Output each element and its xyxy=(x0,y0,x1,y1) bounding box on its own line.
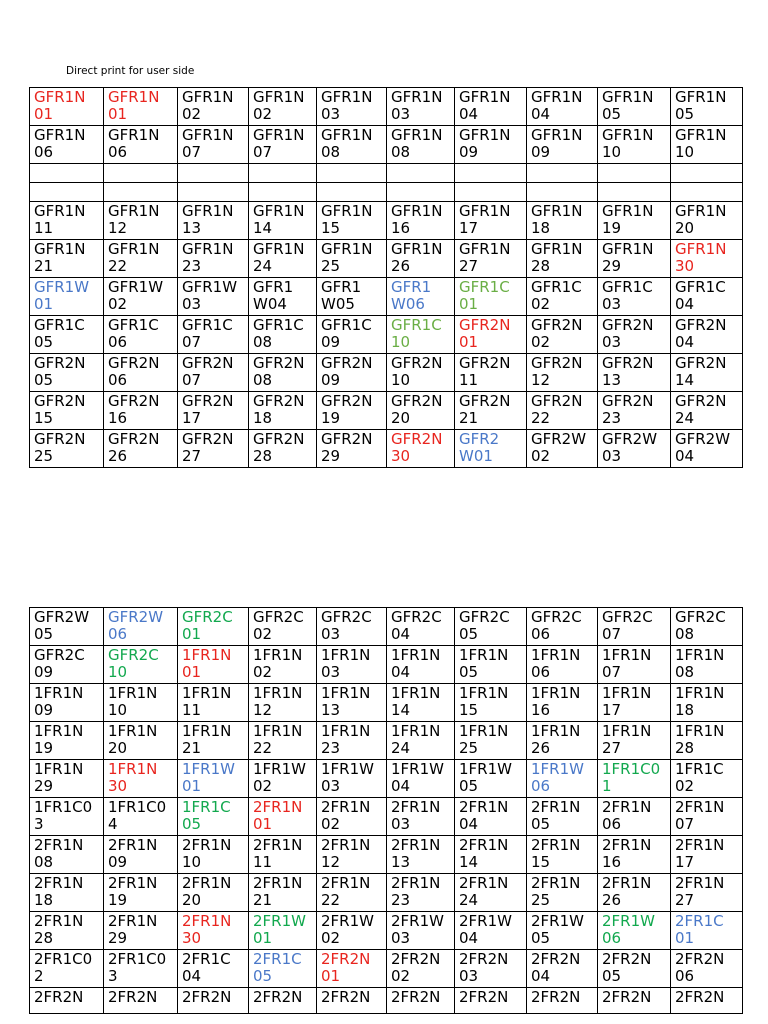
table-cell: GFR2N 10 xyxy=(387,354,455,392)
table-cell: 2FR2N 05 xyxy=(598,950,671,988)
table-cell: GFR1N 02 xyxy=(178,88,249,126)
table-cell: 2FR2N xyxy=(455,988,527,1014)
table-cell: 2FR1N 27 xyxy=(671,874,743,912)
table-row xyxy=(30,874,743,912)
table-row xyxy=(30,988,743,1014)
table-cell: GFR1N 01 xyxy=(104,88,178,126)
table-cell: GFR1N 06 xyxy=(30,126,104,164)
table-row xyxy=(30,88,743,126)
table-cell: GFR2N 17 xyxy=(178,392,249,430)
table-cell: 2FR2N xyxy=(598,988,671,1014)
table-cell: GFR1 W06 xyxy=(387,278,455,316)
table-cell: GFR2N 01 xyxy=(455,316,527,354)
table-cell: GFR1N 23 xyxy=(178,240,249,278)
table-cell: 2FR2N xyxy=(527,988,598,1014)
table-cell: GFR1C 02 xyxy=(527,278,598,316)
table-cell: 2FR1N 22 xyxy=(317,874,387,912)
table-row xyxy=(30,316,743,354)
table-cell: 2FR2N 02 xyxy=(387,950,455,988)
table-cell: 2FR2N xyxy=(671,988,743,1014)
table-cell xyxy=(455,164,527,183)
table-cell: 1FR1N 02 xyxy=(249,646,317,684)
table-cell xyxy=(104,183,178,202)
table-cell: GFR2N 02 xyxy=(527,316,598,354)
table-cell: GFR2N 14 xyxy=(671,354,743,392)
table-row xyxy=(30,646,743,684)
table-cell: GFR1N 27 xyxy=(455,240,527,278)
table-cell xyxy=(178,164,249,183)
table-row xyxy=(30,950,743,988)
table-cell: GFR1N 09 xyxy=(455,126,527,164)
table-cell: GFR1N 26 xyxy=(387,240,455,278)
table-cell: GFR2W 06 xyxy=(104,608,178,646)
table-cell: 2FR1N 05 xyxy=(527,798,598,836)
table-cell xyxy=(249,164,317,183)
table-cell: GFR2C 10 xyxy=(104,646,178,684)
table-cell: GFR2N 25 xyxy=(30,430,104,468)
table-cell: 1FR1N 24 xyxy=(387,722,455,760)
table-cell: GFR2C 04 xyxy=(387,608,455,646)
table-cell: GFR2C 05 xyxy=(455,608,527,646)
table-cell: GFR1N 03 xyxy=(317,88,387,126)
table-row xyxy=(30,684,743,722)
table-row xyxy=(30,798,743,836)
table-cell: GFR1N 21 xyxy=(30,240,104,278)
table-cell: GFR1C 07 xyxy=(178,316,249,354)
table-row xyxy=(30,722,743,760)
table-row xyxy=(30,202,743,240)
table-cell: GFR2N 09 xyxy=(317,354,387,392)
table-cell: 2FR2N 01 xyxy=(317,950,387,988)
table-cell: 2FR1N 26 xyxy=(598,874,671,912)
table-cell: 2FR1C 01 xyxy=(671,912,743,950)
table-cell: 1FR1N 30 xyxy=(104,760,178,798)
table-cell: GFR1N 03 xyxy=(387,88,455,126)
table-cell: GFR2N 21 xyxy=(455,392,527,430)
table-cell: 1FR1W 01 xyxy=(178,760,249,798)
table-cell: 1FR1N 27 xyxy=(598,722,671,760)
table-cell: GFR2C 07 xyxy=(598,608,671,646)
table-cell: 1FR1C 02 xyxy=(671,760,743,798)
table-cell: 1FR1N 11 xyxy=(178,684,249,722)
table-cell: GFR2N 15 xyxy=(30,392,104,430)
table-cell: 1FR1N 22 xyxy=(249,722,317,760)
table-cell: 2FR1N 09 xyxy=(104,836,178,874)
table-cell: GFR1N 05 xyxy=(671,88,743,126)
table-cell: 2FR1N 11 xyxy=(249,836,317,874)
table-cell: 1FR1W 06 xyxy=(527,760,598,798)
table-cell: GFR2N 22 xyxy=(527,392,598,430)
table-cell: 2FR2N xyxy=(30,988,104,1014)
table-row xyxy=(30,240,743,278)
table-cell: 2FR2N xyxy=(249,988,317,1014)
table-cell: 1FR1N 09 xyxy=(30,684,104,722)
label-table-1 xyxy=(29,87,743,468)
table-cell: 2FR1N 03 xyxy=(387,798,455,836)
table-cell: 2FR1C 05 xyxy=(249,950,317,988)
table-cell: GFR1N 10 xyxy=(598,126,671,164)
table-cell: 2FR1N 24 xyxy=(455,874,527,912)
table-cell: GFR1C 01 xyxy=(455,278,527,316)
table-cell: GFR2N 08 xyxy=(249,354,317,392)
table-cell: 1FR1C0 1 xyxy=(598,760,671,798)
table-cell: 1FR1N 03 xyxy=(317,646,387,684)
table-cell: GFR2N 16 xyxy=(104,392,178,430)
table-cell: GFR2N 18 xyxy=(249,392,317,430)
table-cell: GFR1W 02 xyxy=(104,278,178,316)
table-cell: GFR1N 05 xyxy=(598,88,671,126)
table-cell: 2FR1N 23 xyxy=(387,874,455,912)
table-row xyxy=(30,164,743,183)
table-cell: GFR2C 08 xyxy=(671,608,743,646)
table-cell: GFR2W 05 xyxy=(30,608,104,646)
table-cell: GFR2N 06 xyxy=(104,354,178,392)
table-cell xyxy=(671,164,743,183)
table-cell xyxy=(527,183,598,202)
table-cell: 2FR1C0 3 xyxy=(104,950,178,988)
table-cell: GFR2W 04 xyxy=(671,430,743,468)
table-cell: 2FR1N 21 xyxy=(249,874,317,912)
table-cell: GFR2N 23 xyxy=(598,392,671,430)
table-cell xyxy=(104,164,178,183)
table-cell: GFR1N 29 xyxy=(598,240,671,278)
table-cell: GFR1N 11 xyxy=(30,202,104,240)
table-cell: 2FR1N 04 xyxy=(455,798,527,836)
table-cell: 2FR1W 02 xyxy=(317,912,387,950)
table-cell: GFR1N 04 xyxy=(527,88,598,126)
table-row xyxy=(30,354,743,392)
table-cell xyxy=(527,164,598,183)
table-cell: 2FR1W 01 xyxy=(249,912,317,950)
table-cell: 2FR1N 08 xyxy=(30,836,104,874)
table-cell: 1FR1C0 3 xyxy=(30,798,104,836)
table-cell: GFR1N 07 xyxy=(249,126,317,164)
table-cell: GFR1N 08 xyxy=(387,126,455,164)
table-cell: GFR2N 03 xyxy=(598,316,671,354)
table-cell: GFR1W 01 xyxy=(30,278,104,316)
table-cell: 2FR2N xyxy=(387,988,455,1014)
table-cell: 2FR2N 06 xyxy=(671,950,743,988)
table-cell: 1FR1N 01 xyxy=(178,646,249,684)
table-cell: 2FR1N 28 xyxy=(30,912,104,950)
table-cell: 2FR1N 15 xyxy=(527,836,598,874)
table-cell: GFR1N 16 xyxy=(387,202,455,240)
table-cell: GFR1N 15 xyxy=(317,202,387,240)
table-cell: 2FR1N 30 xyxy=(178,912,249,950)
table-cell: GFR2N 27 xyxy=(178,430,249,468)
table-cell: 1FR1N 04 xyxy=(387,646,455,684)
table-cell: GFR1C 09 xyxy=(317,316,387,354)
table-cell: 1FR1N 05 xyxy=(455,646,527,684)
table-cell: GFR1N 18 xyxy=(527,202,598,240)
table-cell: GFR2N 20 xyxy=(387,392,455,430)
table-row xyxy=(30,836,743,874)
table-cell: 2FR2N 04 xyxy=(527,950,598,988)
table-cell: GFR1C 08 xyxy=(249,316,317,354)
table-cell: 1FR1N 23 xyxy=(317,722,387,760)
table-cell: 2FR1N 20 xyxy=(178,874,249,912)
table-cell: 1FR1N 19 xyxy=(30,722,104,760)
table-cell: GFR1C 05 xyxy=(30,316,104,354)
label-table-2 xyxy=(29,607,743,1014)
table-cell xyxy=(671,183,743,202)
table-row xyxy=(30,430,743,468)
table-cell: GFR1N 07 xyxy=(178,126,249,164)
table-cell: 1FR1W 04 xyxy=(387,760,455,798)
table-cell: GFR1N 06 xyxy=(104,126,178,164)
table-cell: GFR1N 12 xyxy=(104,202,178,240)
table-cell: 1FR1W 05 xyxy=(455,760,527,798)
table-cell xyxy=(30,183,104,202)
table-cell: GFR1N 09 xyxy=(527,126,598,164)
table-cell: 2FR2N xyxy=(104,988,178,1014)
table-row xyxy=(30,760,743,798)
table-cell: GFR1N 19 xyxy=(598,202,671,240)
table-cell: GFR1N 08 xyxy=(317,126,387,164)
table-row xyxy=(30,183,743,202)
table-cell: GFR2N 12 xyxy=(527,354,598,392)
table-cell: 2FR1N 07 xyxy=(671,798,743,836)
table-cell: GFR2N 26 xyxy=(104,430,178,468)
table-cell: GFR1N 28 xyxy=(527,240,598,278)
table-cell: GFR1N 25 xyxy=(317,240,387,278)
page-note: Direct print for user side xyxy=(66,65,195,77)
table-cell: GFR1N 20 xyxy=(671,202,743,240)
table-cell: 2FR1N 29 xyxy=(104,912,178,950)
table-cell: 2FR1N 13 xyxy=(387,836,455,874)
table-cell: 1FR1N 14 xyxy=(387,684,455,722)
table-cell: 1FR1C0 4 xyxy=(104,798,178,836)
table-row xyxy=(30,126,743,164)
table-cell: GFR1C 10 xyxy=(387,316,455,354)
table-cell: 2FR1N 06 xyxy=(598,798,671,836)
table-row xyxy=(30,278,743,316)
table-cell: 1FR1N 12 xyxy=(249,684,317,722)
table-cell: 2FR1W 03 xyxy=(387,912,455,950)
table-cell: GFR2N 29 xyxy=(317,430,387,468)
table-cell: GFR2W 03 xyxy=(598,430,671,468)
table-cell: GFR2C 02 xyxy=(249,608,317,646)
table-cell: 1FR1N 18 xyxy=(671,684,743,722)
table-cell: 2FR1N 10 xyxy=(178,836,249,874)
table-cell: 2FR1N 16 xyxy=(598,836,671,874)
table-cell: 1FR1N 15 xyxy=(455,684,527,722)
table-cell: GFR2N 24 xyxy=(671,392,743,430)
table-cell: 1FR1C 05 xyxy=(178,798,249,836)
table-cell: GFR2N 05 xyxy=(30,354,104,392)
table-cell: GFR1N 17 xyxy=(455,202,527,240)
table-cell: 2FR2N 03 xyxy=(455,950,527,988)
table-cell xyxy=(30,164,104,183)
table-cell: 1FR1W 02 xyxy=(249,760,317,798)
table-cell: GFR1N 10 xyxy=(671,126,743,164)
table-cell: GFR1W 03 xyxy=(178,278,249,316)
table-cell xyxy=(455,183,527,202)
table-cell: 2FR1W 05 xyxy=(527,912,598,950)
table-cell: GFR1C 04 xyxy=(671,278,743,316)
table-cell: GFR1N 24 xyxy=(249,240,317,278)
table-cell: GFR1N 22 xyxy=(104,240,178,278)
table-cell: 1FR1N 07 xyxy=(598,646,671,684)
table-cell xyxy=(249,183,317,202)
table-cell: 1FR1N 13 xyxy=(317,684,387,722)
table-cell: 2FR1N 01 xyxy=(249,798,317,836)
table-cell: GFR2N 30 xyxy=(387,430,455,468)
table-cell: GFR2N 11 xyxy=(455,354,527,392)
table-cell: 2FR1N 19 xyxy=(104,874,178,912)
table-row xyxy=(30,608,743,646)
table-cell: 2FR1N 02 xyxy=(317,798,387,836)
table-cell xyxy=(178,183,249,202)
table-cell: GFR1N 01 xyxy=(30,88,104,126)
table-cell: GFR1N 30 xyxy=(671,240,743,278)
table-cell: GFR2N 19 xyxy=(317,392,387,430)
table-cell: 2FR1C 04 xyxy=(178,950,249,988)
table-cell: 2FR1N 18 xyxy=(30,874,104,912)
table-row xyxy=(30,912,743,950)
table-cell: 1FR1N 25 xyxy=(455,722,527,760)
table-cell xyxy=(598,164,671,183)
table-cell: 1FR1N 28 xyxy=(671,722,743,760)
table-cell: 1FR1N 10 xyxy=(104,684,178,722)
table-cell: 2FR1N 14 xyxy=(455,836,527,874)
table-cell: GFR2C 06 xyxy=(527,608,598,646)
table-cell: GFR1N 14 xyxy=(249,202,317,240)
table-cell: GFR1 W05 xyxy=(317,278,387,316)
table-cell: 1FR1N 06 xyxy=(527,646,598,684)
table-cell: 1FR1W 03 xyxy=(317,760,387,798)
table-cell: 2FR2N xyxy=(178,988,249,1014)
table-cell xyxy=(387,164,455,183)
table-cell: GFR2 W01 xyxy=(455,430,527,468)
table-cell: 2FR1C0 2 xyxy=(30,950,104,988)
table-cell: 2FR1W 06 xyxy=(598,912,671,950)
table-cell: GFR2C 01 xyxy=(178,608,249,646)
table-cell xyxy=(317,183,387,202)
table-cell: GFR2N 04 xyxy=(671,316,743,354)
table-cell: 1FR1N 26 xyxy=(527,722,598,760)
table-cell: 1FR1N 17 xyxy=(598,684,671,722)
table-cell: GFR1N 04 xyxy=(455,88,527,126)
table-cell: GFR2N 13 xyxy=(598,354,671,392)
table-cell: GFR1 W04 xyxy=(249,278,317,316)
table-cell: GFR1N 02 xyxy=(249,88,317,126)
table-cell: 1FR1N 16 xyxy=(527,684,598,722)
table-cell: GFR2C 03 xyxy=(317,608,387,646)
table-cell: GFR1C 06 xyxy=(104,316,178,354)
table-cell: 2FR1N 25 xyxy=(527,874,598,912)
table-cell: GFR2N 28 xyxy=(249,430,317,468)
table-cell: 1FR1N 21 xyxy=(178,722,249,760)
table-cell: 2FR1W 04 xyxy=(455,912,527,950)
table-cell: 2FR2N xyxy=(317,988,387,1014)
table-cell xyxy=(598,183,671,202)
table-cell: GFR2N 07 xyxy=(178,354,249,392)
table-cell: 1FR1N 08 xyxy=(671,646,743,684)
table-cell: 1FR1N 29 xyxy=(30,760,104,798)
table-cell: GFR2C 09 xyxy=(30,646,104,684)
table-cell: 2FR1N 12 xyxy=(317,836,387,874)
table-cell: 1FR1N 20 xyxy=(104,722,178,760)
table-cell xyxy=(387,183,455,202)
table-row xyxy=(30,392,743,430)
table-cell: GFR1C 03 xyxy=(598,278,671,316)
table-cell: 2FR1N 17 xyxy=(671,836,743,874)
table-cell: GFR2W 02 xyxy=(527,430,598,468)
table-cell: GFR1N 13 xyxy=(178,202,249,240)
table-cell xyxy=(317,164,387,183)
